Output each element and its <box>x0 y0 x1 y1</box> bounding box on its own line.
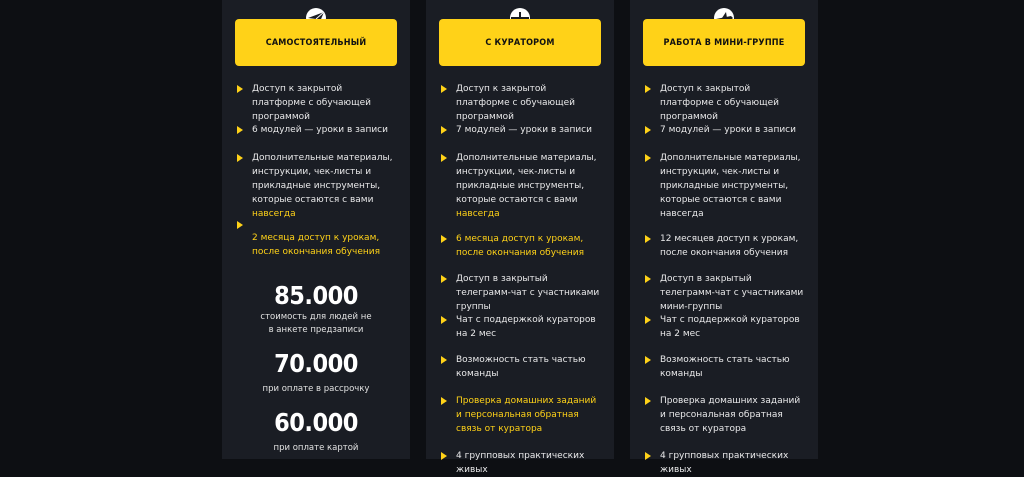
feature-text: 12 месяцев доступ к урокам, после окончания обучения <box>660 234 799 258</box>
arrow-bullet-icon <box>441 126 447 134</box>
price-amount: 85.000 <box>274 281 358 310</box>
feature-text: Проверка домашних заданий и персональная обратная связь от куратора <box>456 396 597 434</box>
arrow-bullet-icon <box>441 85 447 93</box>
feature-text: 7 модулей — уроки в записи <box>660 125 796 135</box>
feature-text: 4 групповых практических живых <box>456 451 585 475</box>
arrow-bullet-icon <box>645 275 651 283</box>
arrow-bullet-icon <box>441 275 447 283</box>
price-note: при оплате картой <box>273 443 359 453</box>
price-note: при оплате в рассрочку <box>262 384 370 394</box>
feature-text: Чат с поддержкой кураторов на 2 мес <box>660 315 800 339</box>
arrow-bullet-icon <box>441 356 447 364</box>
feature-text: Чат с поддержкой кураторов на 2 мес <box>456 315 596 339</box>
arrow-bullet-icon <box>645 452 651 460</box>
feature-text: 2 месяца доступ к урокам, после окончания обучения <box>252 233 381 257</box>
arrow-bullet-icon <box>441 397 447 405</box>
feature-text: Возможность стать частью команды <box>660 355 790 379</box>
feature-text: Дополнительные материалы, инструкции, чек-листы и прикладные инструменты, которые остаются с вами навсегда <box>252 153 393 219</box>
feature-text: Доступ в закрытый телеграмм-чат с участниками группы <box>456 274 600 312</box>
arrow-bullet-icon <box>441 452 447 460</box>
price-amount: 60.000 <box>274 408 358 437</box>
plan-card-curator <box>426 0 614 475</box>
arrow-bullet-icon <box>645 235 651 243</box>
arrow-bullet-icon <box>645 154 651 162</box>
plan-card-self <box>222 0 410 459</box>
plan-card-minigroup <box>630 0 818 475</box>
arrow-bullet-icon <box>441 154 447 162</box>
feature-text: 7 модулей — уроки в записи <box>456 125 592 135</box>
arrow-bullet-icon <box>237 126 243 134</box>
arrow-bullet-icon <box>441 316 447 324</box>
plan-curator-button[interactable]: С КУРАТОРОМ <box>439 19 601 66</box>
price-amount: 70.000 <box>274 349 358 378</box>
feature-text: Проверка домашних заданий и персональная обратная связь от куратора <box>660 396 801 434</box>
arrow-bullet-icon <box>441 235 447 243</box>
arrow-bullet-icon <box>645 356 651 364</box>
plan-self-button[interactable]: САМОСТОЯТЕЛЬНЫЙ <box>235 19 397 66</box>
feature-text: Дополнительные материалы, инструкции, чек-листы и прикладные инструменты, которые остаются с вами навсегда <box>660 153 801 219</box>
feature-text: 4 групповых практических живых <box>660 451 789 475</box>
feature-text: Доступ к закрытой платформе с обучающей программой <box>252 84 371 122</box>
arrow-bullet-icon <box>645 126 651 134</box>
feature-text: Доступ к закрытой платформе с обучающей программой <box>456 84 575 122</box>
feature-text: Возможность стать частью команды <box>456 355 586 379</box>
highlight-text: навсегда <box>252 209 296 219</box>
arrow-bullet-icon <box>645 85 651 93</box>
highlight-text: навсегда <box>456 209 500 219</box>
arrow-bullet-icon <box>237 85 243 93</box>
feature-text: Доступ к закрытой платформе с обучающей программой <box>660 84 779 122</box>
feature-text: 6 месяца доступ к урокам, после окончания обучения <box>456 234 585 258</box>
arrow-bullet-icon <box>645 397 651 405</box>
feature-text: Дополнительные материалы, инструкции, чек-листы и прикладные инструменты, которые остаются с вами навсегда <box>456 153 597 219</box>
arrow-bullet-icon <box>237 154 243 162</box>
price-note: стоимость для людей не в анкете предзаписи <box>260 312 372 335</box>
arrow-bullet-icon <box>237 221 243 229</box>
arrow-bullet-icon <box>645 316 651 324</box>
plan-minigroup-button[interactable]: РАБОТА В МИНИ-ГРУППЕ <box>643 19 805 66</box>
feature-text: Доступ в закрытый телеграмм-чат с участниками мини-группы <box>660 274 804 312</box>
feature-text: 6 модулей — уроки в записи <box>252 125 388 135</box>
